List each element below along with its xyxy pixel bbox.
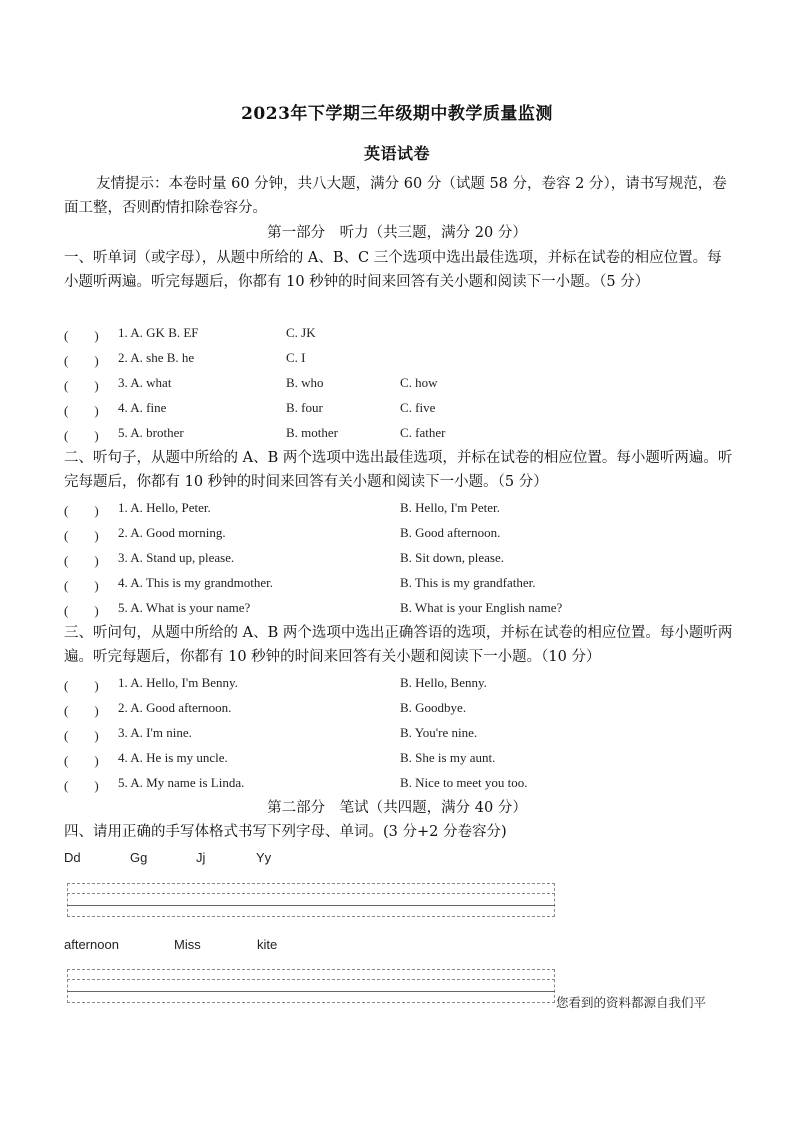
- section4-instruction: 四、请用正确的手写体格式书写下列字母、单词。(3 分+2 分卷容分): [64, 824, 507, 840]
- line-border: [67, 969, 68, 1003]
- guide-line: [67, 893, 555, 894]
- option-b: B. Goodbye.: [400, 700, 467, 715]
- answer-blank[interactable]: ( ): [64, 353, 99, 368]
- answer-blank[interactable]: ( ): [64, 703, 99, 718]
- option-a: 5. A. What is your name?: [118, 600, 251, 615]
- option-b: B. She is my aunt.: [400, 750, 496, 765]
- option-c: C. how: [400, 375, 438, 390]
- option-a: 3. A. what: [118, 375, 172, 390]
- answer-blank[interactable]: ( ): [64, 428, 99, 443]
- answer-blank[interactable]: ( ): [64, 678, 99, 693]
- part1-heading: 第一部分 听力（共三题，满分 20 分）: [267, 225, 527, 241]
- option-a: 1. A. Hello, Peter.: [118, 500, 211, 515]
- option-b: B. Hello, I'm Peter.: [400, 500, 500, 515]
- option-c: C. five: [400, 400, 436, 415]
- letter-item: Gg: [130, 850, 148, 865]
- option-a: 3. A. Stand up, please.: [118, 550, 235, 565]
- option-a: 1. A. GK B. EF: [118, 325, 199, 340]
- option-a: 3. A. I'm nine.: [118, 725, 192, 740]
- section3-instruction: 三、听问句，从题中所给的 A、B 两个选项中选出正确答语的选项，并标在试卷的相应位置。每小题听两遍。听完每题后，你都有 10 秒钟的时间来回答有关小题和阅读下一小题。（10 分）: [64, 625, 733, 665]
- word-item: Miss: [174, 937, 201, 952]
- option-b: B. What is your English name?: [400, 600, 563, 615]
- handwriting-lines[interactable]: [67, 883, 555, 917]
- answer-blank[interactable]: ( ): [64, 728, 99, 743]
- answer-blank[interactable]: ( ): [64, 578, 99, 593]
- line-border: [554, 883, 555, 917]
- base-line: [67, 905, 555, 906]
- part2-heading: 第二部分 笔试（共四题，满分 40 分）: [267, 800, 527, 816]
- line-border: [554, 969, 555, 1003]
- answer-blank[interactable]: ( ): [64, 328, 99, 343]
- option-a: 5. A. My name is Linda.: [118, 775, 245, 790]
- letter-item: Jj: [196, 850, 206, 865]
- option-b: B. This is my grandfather.: [400, 575, 536, 590]
- option-a: 4. A. This is my grandmother.: [118, 575, 274, 590]
- option-a: 2. A. she B. he: [118, 350, 195, 365]
- option-a: 4. A. fine: [118, 400, 167, 415]
- guide-line: [67, 969, 555, 970]
- answer-blank[interactable]: ( ): [64, 528, 99, 543]
- answer-blank[interactable]: ( ): [64, 503, 99, 518]
- word-item: kite: [257, 937, 278, 952]
- word-item: afternoon: [64, 937, 119, 952]
- answer-blank[interactable]: ( ): [64, 403, 99, 418]
- option-b: B. You're nine.: [400, 725, 478, 740]
- option-a: 4. A. He is my uncle.: [118, 750, 228, 765]
- answer-blank[interactable]: ( ): [64, 603, 99, 618]
- answer-blank[interactable]: ( ): [64, 378, 99, 393]
- answer-blank[interactable]: ( ): [64, 778, 99, 793]
- option-b: B. four: [286, 400, 323, 415]
- option-b: B. Sit down, please.: [400, 550, 504, 565]
- base-line: [67, 991, 555, 992]
- option-a: 2. A. Good afternoon.: [118, 700, 232, 715]
- option-b: B. who: [286, 375, 324, 390]
- option-c: C. father: [400, 425, 446, 440]
- option-b: B. Good afternoon.: [400, 525, 501, 540]
- handwriting-lines[interactable]: [67, 969, 555, 1003]
- line-border: [67, 883, 68, 917]
- footer-watermark-text: 您看到的资料都源自我们平: [556, 995, 707, 1010]
- option-b: B. mother: [286, 425, 338, 440]
- letter-item: Yy: [256, 850, 272, 865]
- guide-line: [67, 1002, 555, 1003]
- letter-item: Dd: [64, 850, 81, 865]
- answer-blank[interactable]: ( ): [64, 753, 99, 768]
- option-c: C. JK: [286, 325, 316, 340]
- option-a: 2. A. Good morning.: [118, 525, 226, 540]
- answer-blank[interactable]: ( ): [64, 553, 99, 568]
- option-a: 1. A. Hello, I'm Benny.: [118, 675, 238, 690]
- guide-line: [67, 916, 555, 917]
- option-a: 5. A. brother: [118, 425, 184, 440]
- section2-instruction: 二、听句子，从题中所给的 A、B 两个选项中选出最佳选项，并标在试卷的相应位置。每小题听两遍。听完每题后，你都有 10 秒钟的时间来回答有关小题和阅读下一小题。（5 分）: [64, 450, 733, 490]
- option-c: C. I: [286, 350, 306, 365]
- option-b: B. Hello, Benny.: [400, 675, 487, 690]
- section1-instruction: 一、听单词（或字母），从题中所给的 A、B、C 三个选项中选出最佳选项，并标在试卷的相应位置。每小题听两遍。听完每题后，你都有 10 秒钟的时间来回答有关小题和阅读下一小题。（5 分）: [64, 250, 722, 290]
- exam-title: 2023年下学期三年级期中教学质量监测: [241, 104, 553, 124]
- option-b: B. Nice to meet you too.: [400, 775, 528, 790]
- guide-line: [67, 883, 555, 884]
- guide-line: [67, 979, 555, 980]
- exam-subtitle: 英语试卷: [363, 144, 430, 163]
- notice-text: 友情提示：本卷时量 60 分钟，共八大题，满分 60 分（试题 58 分，卷容 2 分），请书写规范，卷面工整，否则酌情扣除卷容分。: [64, 176, 727, 216]
